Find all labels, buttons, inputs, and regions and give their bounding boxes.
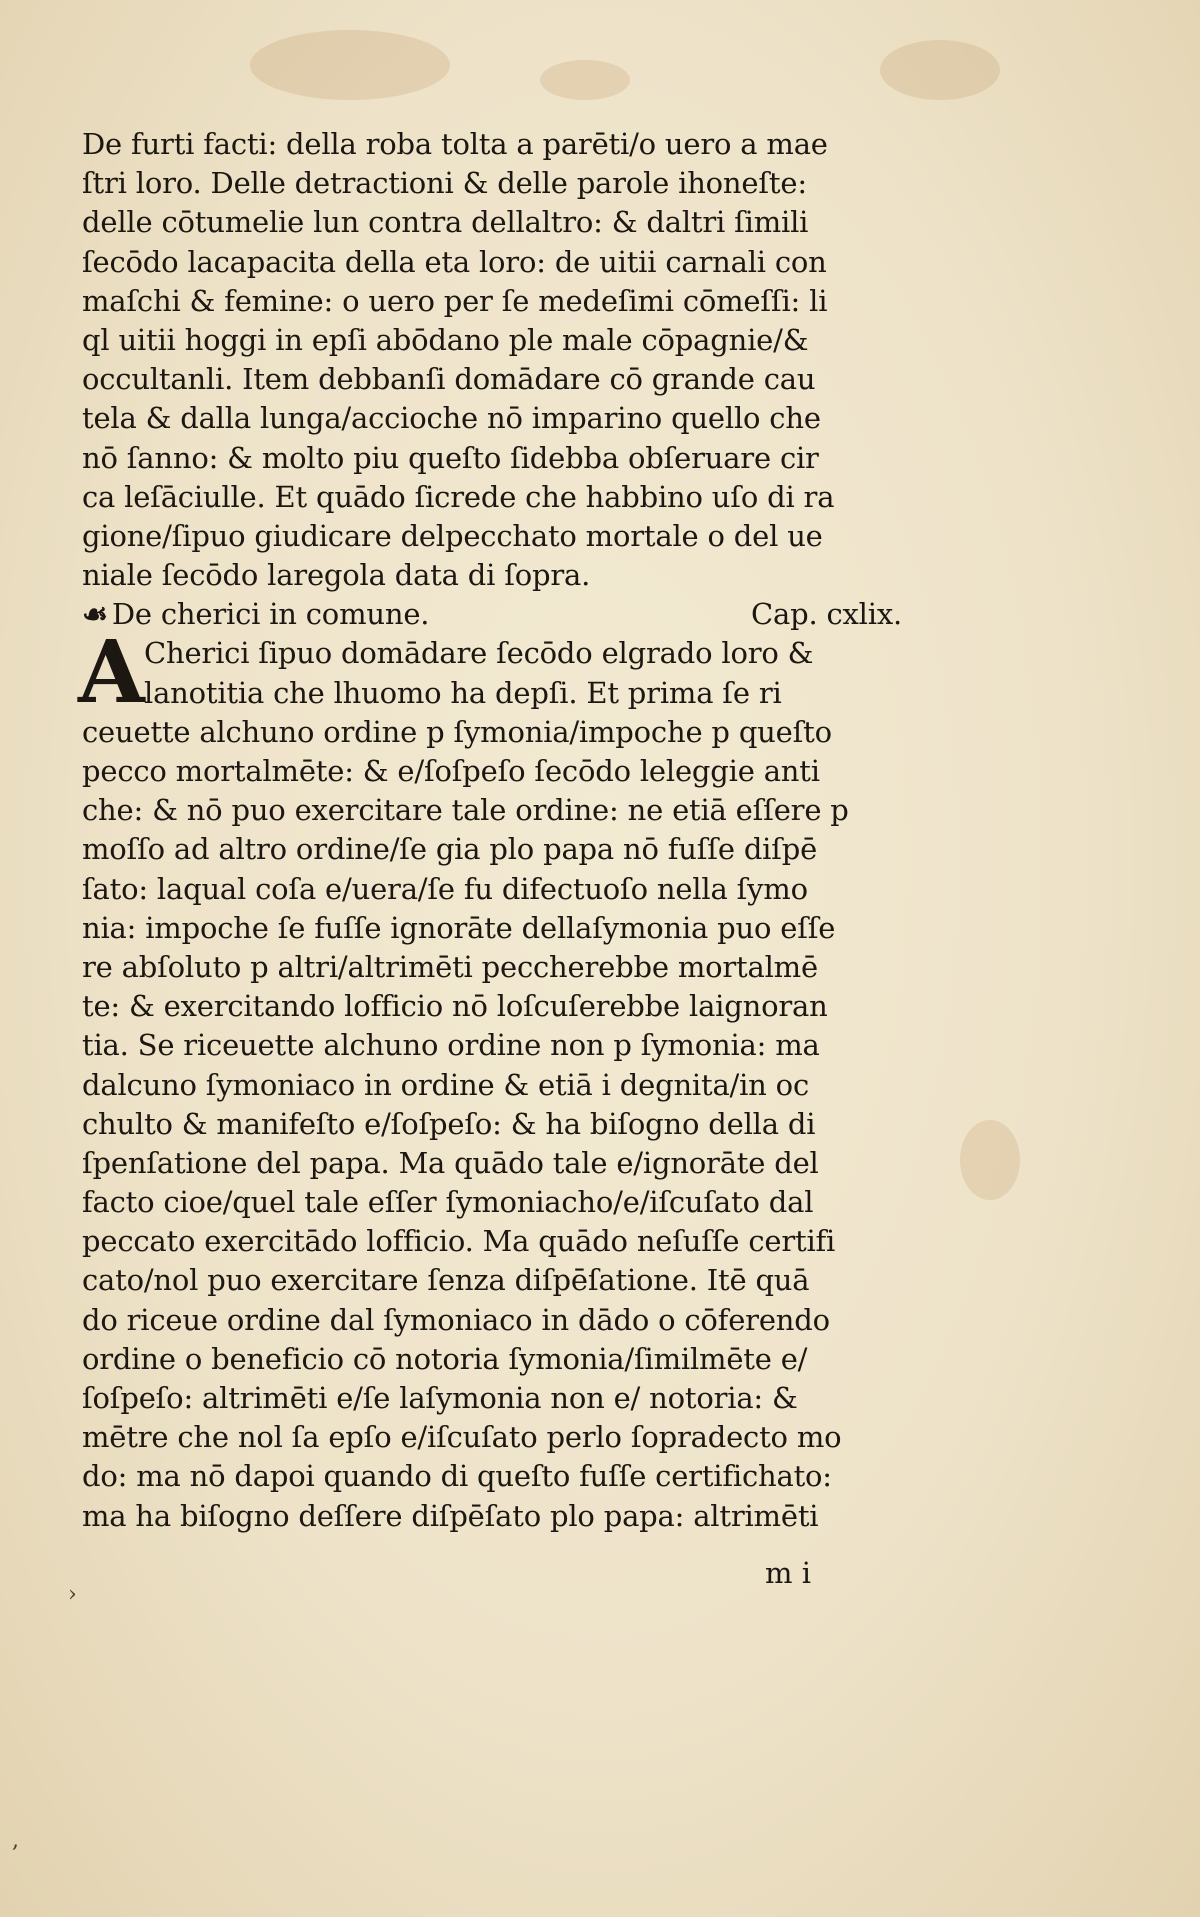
text-line: do riceue ordine dal ſymoniaco in dādo o cōferendo xyxy=(82,1302,830,1337)
text-line: cato/nol puo exercitare ſenza diſpēſatione. Itē quā xyxy=(82,1263,810,1298)
text-line: ceuette alchuno ordine p ſymonia/impoche p queſto xyxy=(82,714,832,749)
text-line: gione/ſipuo giudicare delpecchato mortale o del ue xyxy=(82,518,823,553)
first-line-text: Cherici ſipuo domādare ſecōdo elgrado loro & xyxy=(144,636,814,671)
text-line: do: ma nō dapoi quando di queſto fuſſe certifichato: xyxy=(82,1459,832,1494)
text-line: ſtri loro. Delle detractioni & delle parole ihoneſte: xyxy=(82,166,807,201)
text-line: dalcuno ſymoniaco in ordine & etiā i degnita/in oc xyxy=(82,1067,809,1102)
text-line: ſecōdo lacapacita della eta loro: de uitii carnali con xyxy=(82,244,827,279)
text-line: delle cōtumelie lun contra dellaltro: & daltri ſimili xyxy=(82,205,809,240)
text-line: mētre che nol ſa epſo e/iſcuſato perlo ſopradecto mo xyxy=(82,1420,842,1455)
text-line: ordine o beneficio cō notoria ſymonia/ſimilmēte e/ xyxy=(82,1341,808,1376)
text-line: lanotitia che lhuomo ha depſi. Et prima ſe ri xyxy=(144,675,782,710)
text-line: niale ſecōdo laregola data di ſopra. xyxy=(82,558,591,593)
text-line: pecco mortalmēte: & e/ſoſpeſo ſecōdo leleggie anti xyxy=(82,754,820,788)
chapter-title: De cherici in comune. xyxy=(111,597,430,632)
stray-mark: › xyxy=(68,1582,77,1607)
foxing-stain xyxy=(960,1120,1020,1200)
text-line: facto cioe/quel tale eſſer ſymoniacho/e/iſcuſato dal xyxy=(82,1185,814,1220)
signature-mark: m i xyxy=(765,1556,811,1590)
text-line: te: & exercitando lofficio nō loſcuſerebbe laignoran xyxy=(82,989,828,1024)
text-line: maſchi & femine: o uero per ſe medeſimi cōmeſſi: li xyxy=(82,283,828,318)
text-line: moſſo ad altro ordine/ſe gia plo papa nō fuſſe diſpē xyxy=(82,832,818,867)
foxing-stain xyxy=(880,40,1000,100)
text-line: peccato exercitādo lofficio. Ma quādo neſuſſe certifi xyxy=(82,1224,836,1259)
text-line: ma ha biſogno deſſere diſpēſato plo papa: altrimēti xyxy=(82,1498,819,1533)
chapter-number: Cap. cxlix. xyxy=(751,597,902,632)
text-line: nō ſanno: & molto piu queſto ſidebba obſeruare cir xyxy=(82,440,819,475)
text-line: ſpenſatione del papa. Ma quādo tale e/ignorāte del xyxy=(82,1145,819,1180)
foxing-stain xyxy=(540,60,630,100)
text-block xyxy=(78,125,902,1536)
chapter-heading xyxy=(82,595,902,634)
text-line: ql uitii hoggi in epſi abōdano ple male cōpagnie/& xyxy=(82,322,809,357)
text-line: tela & dalla lunga/accioche nō imparino quello che xyxy=(82,401,821,436)
foxing-stain xyxy=(250,30,450,100)
text-line: ſoſpeſo: altrimēti e/ſe laſymonia non e/ notoria: & xyxy=(82,1381,798,1415)
text-line: nia: impoche ſe fuſſe ignorāte dellaſymonia puo eſſe xyxy=(82,910,836,945)
paragraph-mark-icon: ☙ xyxy=(82,597,108,632)
stray-mark: , xyxy=(12,1828,19,1853)
text-line: chulto & manifeſto e/ſoſpeſo: & ha biſogno della di xyxy=(82,1106,816,1141)
text-line: re abſoluto p altri/altrimēti peccherebbe mortalmē xyxy=(82,949,818,984)
text-line: occultanli. Item debbanſi domādare cō grande cau xyxy=(82,362,816,397)
text-line: ca leſāciulle. Et quādo ſicrede che habbino uſo di ra xyxy=(82,479,835,514)
text-line: De furti facti: della roba tolta a parēti/o uero a mae xyxy=(82,127,828,161)
text-line: ſato: laqual coſa e/uera/ſe fu difectuoſo nella ſymo xyxy=(82,871,808,906)
text-line: tia. Se riceuette alchuno ordine non p ſymonia: ma xyxy=(82,1028,820,1063)
drop-capital: A xyxy=(78,622,145,724)
text-line: che: & nō puo exercitare tale ordine: ne etiā eſſere p xyxy=(82,793,849,828)
